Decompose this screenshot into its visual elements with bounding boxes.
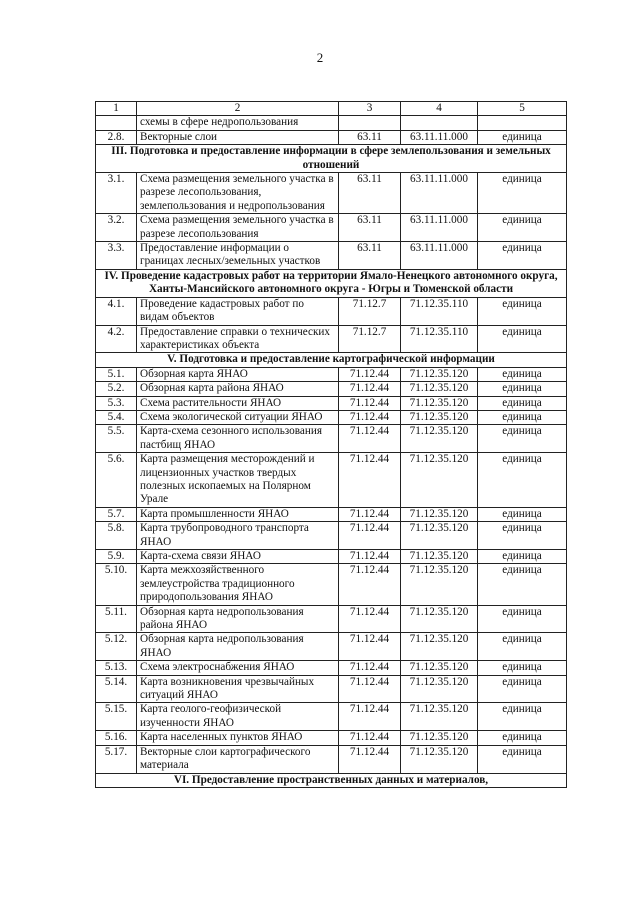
row-number: 5.7. — [96, 507, 137, 521]
okpd-code: 71.12.35.120 — [401, 703, 478, 731]
okved-code — [339, 116, 401, 130]
section-heading: III. Подготовка и предоставление информации в сфере землепользования и земельных отношений — [96, 145, 567, 173]
section-heading-row — [96, 353, 567, 367]
okpd-code: 71.12.35.120 — [401, 522, 478, 550]
table-row — [96, 242, 567, 270]
okpd-code — [401, 116, 478, 130]
okpd-code: 71.12.35.120 — [401, 745, 478, 773]
service-name: Векторные слои — [137, 130, 339, 144]
okpd-code: 71.12.35.110 — [401, 325, 478, 353]
okved-code: 71.12.44 — [339, 425, 401, 453]
unit-of-measure: единица — [478, 564, 567, 605]
okpd-code: 63.11.11.000 — [401, 214, 478, 242]
unit-of-measure — [478, 116, 567, 130]
service-name: Карта-схема связи ЯНАО — [137, 550, 339, 564]
section-heading-row — [96, 773, 567, 787]
section-heading: VI. Предоставление пространственных данных и материалов, — [96, 773, 567, 787]
okved-code: 71.12.44 — [339, 410, 401, 424]
okpd-code: 71.12.35.120 — [401, 550, 478, 564]
service-name: Обзорная карта района ЯНАО — [137, 382, 339, 396]
okpd-code: 71.12.35.120 — [401, 633, 478, 661]
okved-code: 71.12.7 — [339, 325, 401, 353]
unit-of-measure: единица — [478, 325, 567, 353]
unit-of-measure: единица — [478, 550, 567, 564]
okved-code: 71.12.44 — [339, 550, 401, 564]
service-name: Карта населенных пунктов ЯНАО — [137, 731, 339, 745]
services-table — [95, 101, 567, 788]
table-row — [96, 633, 567, 661]
table-row — [96, 675, 567, 703]
row-number: 5.6. — [96, 453, 137, 508]
okpd-code: 71.12.35.120 — [401, 731, 478, 745]
row-number: 5.10. — [96, 564, 137, 605]
table-row — [96, 130, 567, 144]
table-row — [96, 731, 567, 745]
table-row — [96, 367, 567, 381]
unit-of-measure: единица — [478, 507, 567, 521]
unit-of-measure: единица — [478, 703, 567, 731]
table-row — [96, 116, 567, 130]
unit-of-measure: единица — [478, 745, 567, 773]
service-name: Карта возникновения чрезвычайных ситуаций ЯНАО — [137, 675, 339, 703]
unit-of-measure: единица — [478, 731, 567, 745]
row-number: 4.2. — [96, 325, 137, 353]
row-number: 5.17. — [96, 745, 137, 773]
table-row — [96, 605, 567, 633]
service-name: Карта трубопроводного транспорта ЯНАО — [137, 522, 339, 550]
okved-code: 71.12.44 — [339, 522, 401, 550]
row-number: 5.16. — [96, 731, 137, 745]
service-name: Обзорная карта ЯНАО — [137, 367, 339, 381]
okved-code: 71.12.44 — [339, 564, 401, 605]
row-number: 5.13. — [96, 661, 137, 675]
service-name: Векторные слои картографического материала — [137, 745, 339, 773]
okpd-code: 63.11.11.000 — [401, 242, 478, 270]
okpd-code: 63.11.11.000 — [401, 173, 478, 214]
row-number: 5.15. — [96, 703, 137, 731]
unit-of-measure: единица — [478, 396, 567, 410]
row-number: 3.2. — [96, 214, 137, 242]
row-number: 5.14. — [96, 675, 137, 703]
unit-of-measure: единица — [478, 522, 567, 550]
okpd-code: 71.12.35.120 — [401, 382, 478, 396]
unit-of-measure: единица — [478, 605, 567, 633]
table-row — [96, 325, 567, 353]
table-row — [96, 522, 567, 550]
okved-code: 71.12.44 — [339, 703, 401, 731]
row-number: 5.12. — [96, 633, 137, 661]
unit-of-measure: единица — [478, 410, 567, 424]
unit-of-measure: единица — [478, 633, 567, 661]
row-number: 4.1. — [96, 297, 137, 325]
unit-of-measure: единица — [478, 297, 567, 325]
okved-code: 71.12.7 — [339, 297, 401, 325]
table-row — [96, 453, 567, 508]
row-number: 5.4. — [96, 410, 137, 424]
service-name: Карта промышленности ЯНАО — [137, 507, 339, 521]
okved-code: 71.12.44 — [339, 731, 401, 745]
okved-code: 71.12.44 — [339, 367, 401, 381]
okved-code: 71.12.44 — [339, 396, 401, 410]
service-name: Обзорная карта недропользования района ЯНАО — [137, 605, 339, 633]
service-name: Схема размещения земельного участка в разрезе лесопользования, землепользования и недропользования — [137, 173, 339, 214]
section-heading-row — [96, 145, 567, 173]
unit-of-measure: единица — [478, 661, 567, 675]
table-row — [96, 214, 567, 242]
okved-code: 63.11 — [339, 173, 401, 214]
table-row — [96, 396, 567, 410]
row-number: 5.3. — [96, 396, 137, 410]
unit-of-measure: единица — [478, 130, 567, 144]
section-heading-row — [96, 269, 567, 297]
service-name: Предоставление информации о границах лесных/земельных участков — [137, 242, 339, 270]
section-heading: IV. Проведение кадастровых работ на территории Ямало-Ненецкого автономного округа, Ханты-Мансийского автономного округа - Югры и Тюменской области — [96, 269, 567, 297]
table-row — [96, 661, 567, 675]
service-name: Схема растительности ЯНАО — [137, 396, 339, 410]
table-header-row — [96, 102, 567, 116]
header-cell-5: 5 — [478, 102, 567, 116]
row-number: 5.9. — [96, 550, 137, 564]
table-row — [96, 173, 567, 214]
row-number: 5.8. — [96, 522, 137, 550]
unit-of-measure: единица — [478, 425, 567, 453]
row-number: 5.2. — [96, 382, 137, 396]
okpd-code: 63.11.11.000 — [401, 130, 478, 144]
okpd-code: 71.12.35.120 — [401, 367, 478, 381]
row-number: 2.8. — [96, 130, 137, 144]
okved-code: 71.12.44 — [339, 633, 401, 661]
okpd-code: 71.12.35.120 — [401, 410, 478, 424]
okved-code: 71.12.44 — [339, 507, 401, 521]
unit-of-measure: единица — [478, 382, 567, 396]
service-name: схемы в сфере недропользования — [137, 116, 339, 130]
service-name: Схема размещения земельного участка в разрезе лесопользования — [137, 214, 339, 242]
unit-of-measure: единица — [478, 173, 567, 214]
service-name: Обзорная карта недропользования ЯНАО — [137, 633, 339, 661]
okved-code: 63.11 — [339, 214, 401, 242]
service-name: Схема экологической ситуации ЯНАО — [137, 410, 339, 424]
table-row — [96, 745, 567, 773]
table-row — [96, 507, 567, 521]
unit-of-measure: единица — [478, 453, 567, 508]
okpd-code: 71.12.35.110 — [401, 297, 478, 325]
okved-code: 71.12.44 — [339, 453, 401, 508]
okved-code: 71.12.44 — [339, 382, 401, 396]
okpd-code: 71.12.35.120 — [401, 675, 478, 703]
okpd-code: 71.12.35.120 — [401, 564, 478, 605]
okved-code: 63.11 — [339, 130, 401, 144]
table-row — [96, 703, 567, 731]
table-row — [96, 297, 567, 325]
unit-of-measure: единица — [478, 367, 567, 381]
okpd-code: 71.12.35.120 — [401, 396, 478, 410]
row-number: 5.1. — [96, 367, 137, 381]
page-number: 2 — [316, 50, 324, 65]
okved-code: 71.12.44 — [339, 745, 401, 773]
header-cell-3: 3 — [339, 102, 401, 116]
okpd-code: 71.12.35.120 — [401, 661, 478, 675]
service-name: Карта размещения месторождений и лицензионных участков твердых полезных ископаемых на Полярном Урале — [137, 453, 339, 508]
header-cell-1: 1 — [96, 102, 137, 116]
unit-of-measure: единица — [478, 214, 567, 242]
row-number: 5.5. — [96, 425, 137, 453]
row-number — [96, 116, 137, 130]
okpd-code: 71.12.35.120 — [401, 425, 478, 453]
service-name: Схема электроснабжения ЯНАО — [137, 661, 339, 675]
service-name: Карта межхозяйственного землеустройства традиционного природопользования ЯНАО — [137, 564, 339, 605]
okpd-code: 71.12.35.120 — [401, 507, 478, 521]
section-heading: V. Подготовка и предоставление картографической информации — [96, 353, 567, 367]
service-name: Карта-схема сезонного использования пастбищ ЯНАО — [137, 425, 339, 453]
table-row — [96, 425, 567, 453]
okved-code: 71.12.44 — [339, 661, 401, 675]
unit-of-measure: единица — [478, 242, 567, 270]
okved-code: 71.12.44 — [339, 605, 401, 633]
okpd-code: 71.12.35.120 — [401, 453, 478, 508]
service-name: Карта геолого-геофизической изученности ЯНАО — [137, 703, 339, 731]
row-number: 5.11. — [96, 605, 137, 633]
service-name: Проведение кадастровых работ по видам объектов — [137, 297, 339, 325]
okved-code: 63.11 — [339, 242, 401, 270]
table-row — [96, 410, 567, 424]
header-cell-4: 4 — [401, 102, 478, 116]
table-row — [96, 382, 567, 396]
row-number: 3.1. — [96, 173, 137, 214]
unit-of-measure: единица — [478, 675, 567, 703]
service-name: Предоставление справки о технических характеристиках объекта — [137, 325, 339, 353]
okved-code: 71.12.44 — [339, 675, 401, 703]
table-row — [96, 550, 567, 564]
table-row — [96, 564, 567, 605]
row-number: 3.3. — [96, 242, 137, 270]
header-cell-2: 2 — [137, 102, 339, 116]
okpd-code: 71.12.35.120 — [401, 605, 478, 633]
